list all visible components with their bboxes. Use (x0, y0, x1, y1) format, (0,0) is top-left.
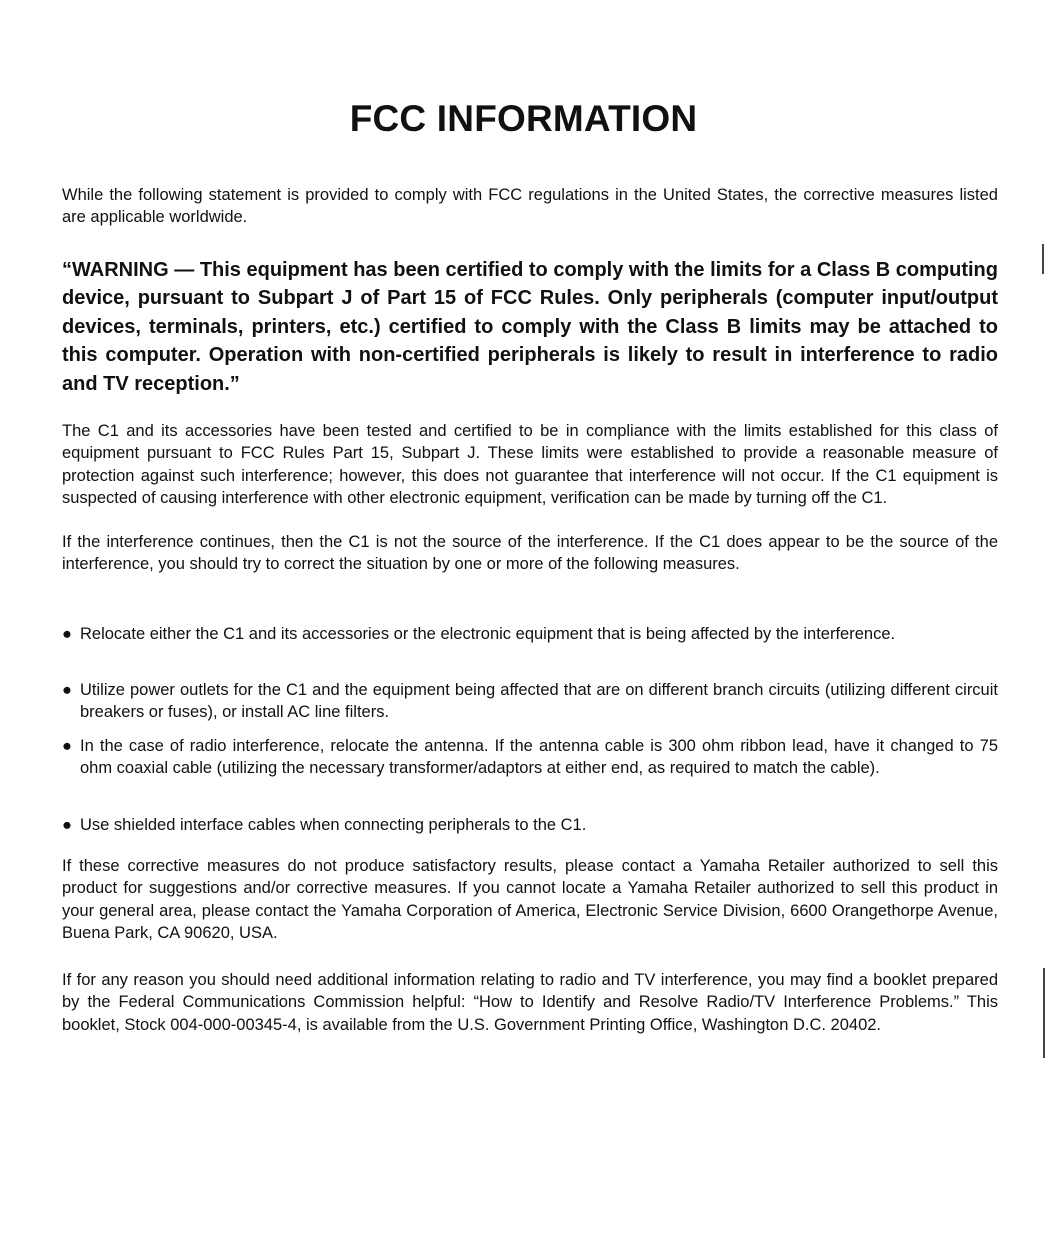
page-title: FCC INFORMATION (349, 98, 698, 139)
list-item-text: In the case of radio interference, relocate the antenna. If the antenna cable is 300 ohm ribbon lead, have it changed to 75 ohm coaxial cable (utilizing the necessary transformer/adaptors at either end, as required to match the cable). (80, 737, 998, 778)
bullet-icon: ● (62, 737, 72, 755)
interference-paragraph: If the interference continues, then the C1 is not the source of the interference. If the C1 does appear to be the source of the interference, you should try to correct the situation by one or more of the following measures. (62, 533, 998, 574)
bullet-icon: ● (62, 681, 72, 699)
margin-mark (1042, 244, 1044, 274)
certification-paragraph: The C1 and its accessories have been tested and certified to be in compliance with the limits established for this class of equipment pursuant to FCC Rules Part 15, Subpart J. These limits were established to provide a reasonable measure of protection against such interference; however, this does not guarantee that interference will not occur. If the C1 equipment is suspected of causing interference with other electronic equipment, verification can be made by turning off the C1. (62, 422, 998, 507)
bullet-icon: ● (62, 625, 72, 643)
warning-statement: “WARNING — This equipment has been certified to comply with the limits for a Class B computing device, pursuant to Subpart J of Part 15 of FCC Rules. Only peripherals (computer input/output devices, terminals, printers, etc.) certified to comply with the Class B limits may be attached to this computer. Operation with non-certified peripherals is likely to result in interference to radio and TV reception.” (62, 259, 998, 395)
booklet-paragraph: If for any reason you should need additional information relating to radio and TV interference, you may find a booklet prepared by the Federal Communications Commission helpful: “How to Identify and Resolve Radio/TV Interference Problems.” This booklet, Stock 004-000-00345-4, is available from the U.S. Government Printing Office, Washington D.C. 20402. (62, 971, 998, 1034)
margin-mark (1043, 968, 1045, 1058)
list-item-text: Use shielded interface cables when connecting peripherals to the C1. (80, 816, 587, 834)
list-item-text: Relocate either the C1 and its accessories or the electronic equipment that is being affected by the interference. (80, 625, 896, 643)
list-item-text: Utilize power outlets for the C1 and the equipment being affected that are on different branch circuits (utilizing different circuit breakers or fuses), or install AC line filters. (80, 681, 998, 722)
intro-paragraph: While the following statement is provided to comply with FCC regulations in the United States, the corrective measures listed are applicable worldwide. (62, 186, 998, 227)
retailer-contact-paragraph: If these corrective measures do not produce satisfactory results, please contact a Yamaha Retailer authorized to sell this product for suggestions and/or corrective measures. If you cannot locate a Yamaha Retailer authorized to sell this product in your general area, please contact the Yamaha Corporation of America, Electronic Service Division, 6600 Orangethorpe Avenue, Buena Park, CA 90620, USA. (62, 857, 998, 942)
bullet-icon: ● (62, 816, 72, 834)
